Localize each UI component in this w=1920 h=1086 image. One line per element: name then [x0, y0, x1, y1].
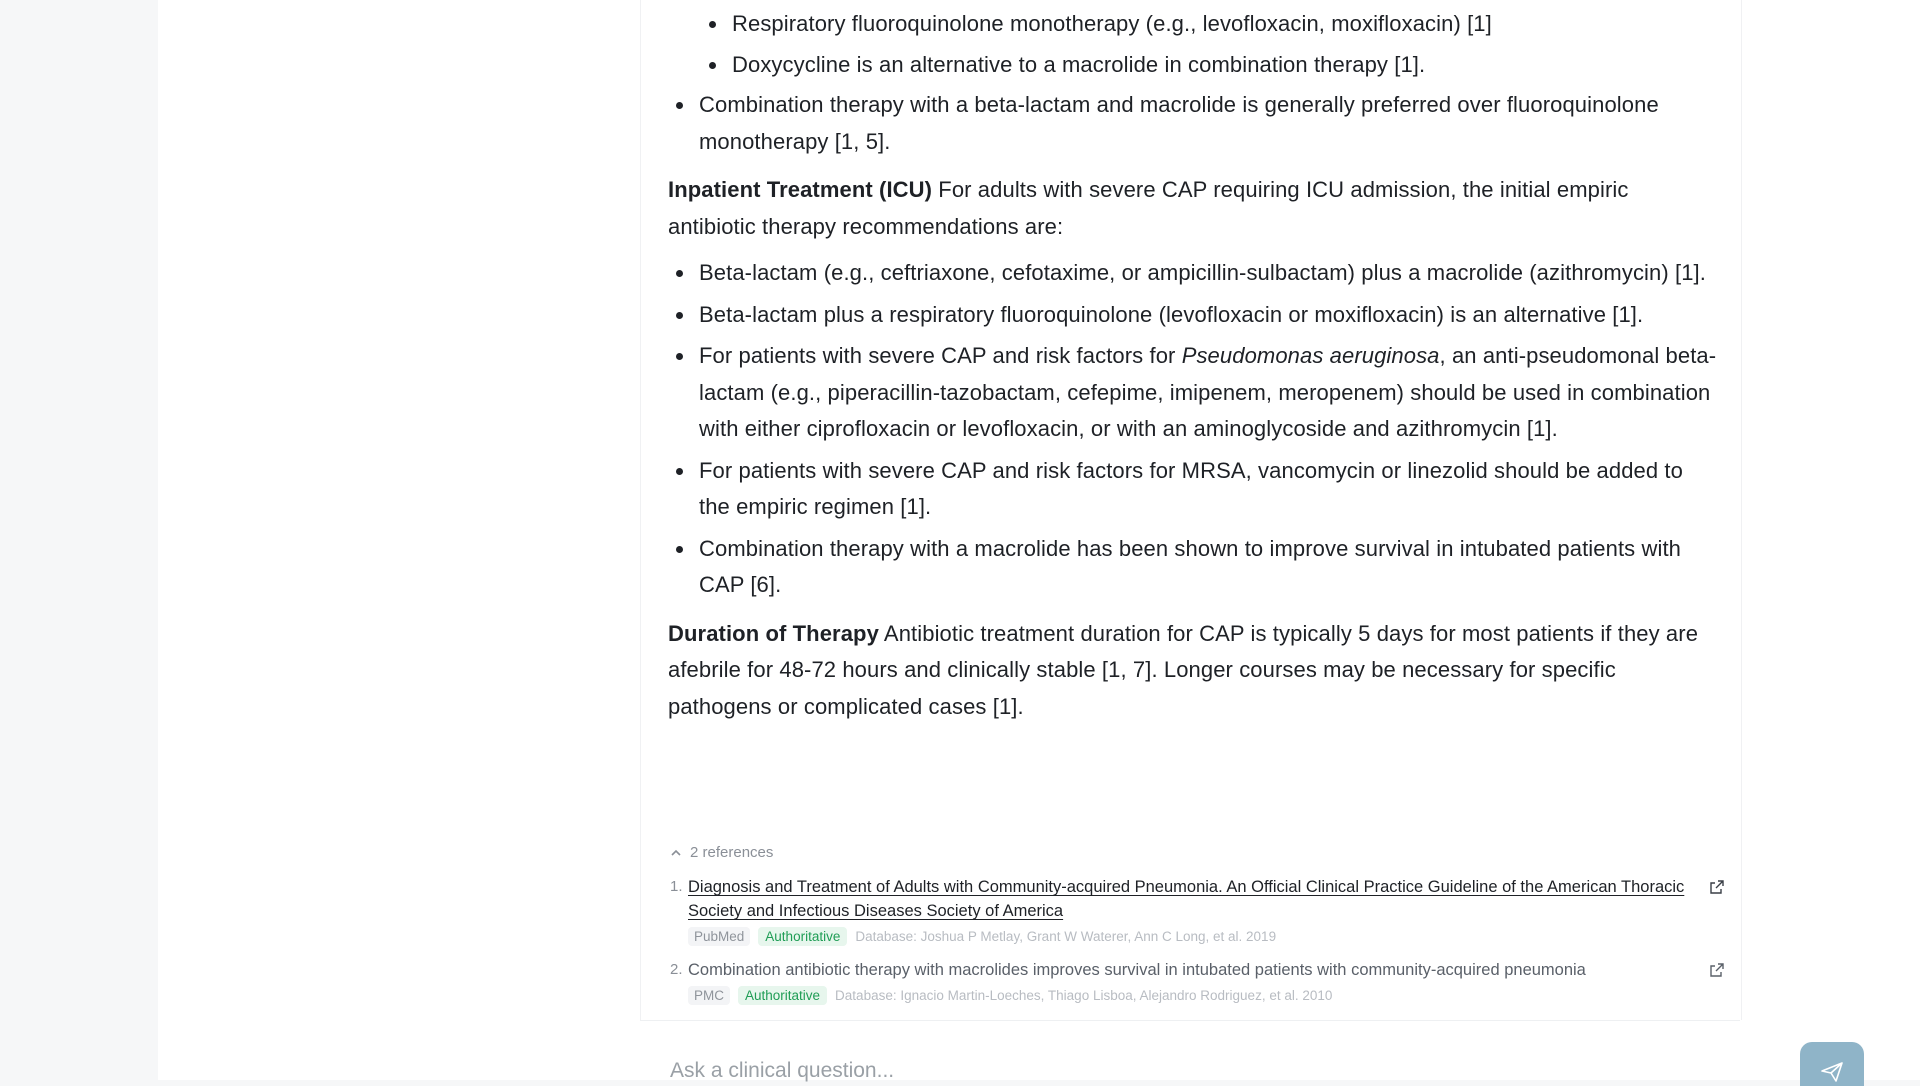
list-item: Beta-lactam plus a respiratory fluoroquinolone (levofloxacin or moxifloxacin) is an alternative [1].: [668, 297, 1718, 334]
list-item: For patients with severe CAP and risk factors for MRSA, vancomycin or linezolid should be added to the empiric regimen [1].: [668, 453, 1718, 526]
composer-divider: [640, 1020, 1740, 1021]
icu-list: [668, 255, 1718, 604]
list-item: Beta-lactam (e.g., ceftriaxone, cefotaxime, or ampicillin-sulbactam) plus a macrolide (azithromycin) [1].: [668, 255, 1718, 292]
duration-paragraph: [668, 616, 1718, 726]
list-item: Doxycycline is an alternative to a macrolide in combination therapy [1].: [701, 47, 1718, 84]
source-badge: PMC: [688, 986, 730, 1005]
external-link-icon[interactable]: [1709, 879, 1725, 895]
reference-item: [670, 958, 1725, 1005]
pseudomonas-text-pre: For patients with severe CAP and risk factors for: [699, 343, 1182, 368]
duration-text: Antibiotic treatment duration for CAP is typically 5 days for most patients if they are afebrile for 48-72 hours and clinically stable [1, 7]. Longer courses may be necessary for specific pathogens or complicated cases [1].: [668, 620, 1699, 719]
list-item-pseudomonas: [668, 338, 1718, 448]
duration-heading: Duration of Therapy: [668, 620, 879, 646]
reference-meta: Database: Ignacio Martin-Loeches, Thiago Lisboa, Alejandro Rodriguez, et al. 2010: [835, 988, 1333, 1003]
chevron-up-icon: [670, 847, 682, 859]
authoritative-badge: Authoritative: [738, 986, 827, 1005]
send-icon: [1821, 1062, 1843, 1082]
question-input[interactable]: [668, 1058, 1722, 1084]
reference-number: 2.: [670, 961, 683, 978]
reference-meta: Database: Joshua P Metlay, Grant W Waterer, Ann C Long, et al. 2019: [855, 929, 1277, 944]
reference-title-link[interactable]: Diagnosis and Treatment of Adults with Community-acquired Pneumonia. An Official Clinical Practice Guideline of the American Thoracic Society and Infectious Diseases Society of America: [688, 878, 1685, 920]
external-link-icon[interactable]: [1709, 962, 1725, 978]
left-panel: [158, 0, 638, 1080]
source-badge: PubMed: [688, 927, 750, 946]
references-section: [670, 844, 1725, 1017]
icu-intro: For adults with severe CAP requiring ICU admission, the initial empiric antibiotic therapy recommendations are:: [668, 177, 1629, 239]
reference-item: [670, 875, 1725, 946]
list-item: Respiratory fluoroquinolone monotherapy (e.g., levofloxacin, moxifloxacin) [1]: [701, 6, 1718, 43]
icu-paragraph: [668, 172, 1718, 245]
reference-title-link[interactable]: Combination antibiotic therapy with macrolides improves survival in intubated patients with community-acquired pneumonia: [688, 961, 1586, 979]
outpatient-list: [668, 87, 1718, 160]
pseudomonas-organism: Pseudomonas aeruginosa: [1181, 343, 1440, 368]
pseudomonas-text-post: , an anti-pseudomonal beta-lactam (e.g., piperacillin-tazobactam, cefepime, imipenem, meropenem) should be used in combination with either ciprofloxacin or levofloxacin, or with an aminoglycoside and azithromycin [1].: [699, 343, 1717, 441]
list-item: Combination therapy with a beta-lactam and macrolide is generally preferred over fluoroquinolone monotherapy [1, 5].: [668, 87, 1718, 160]
list-item: Combination therapy with a macrolide has been shown to improve survival in intubated patients with CAP [6].: [668, 531, 1718, 604]
icu-heading: Inpatient Treatment (ICU): [668, 177, 933, 202]
authoritative-badge: Authoritative: [758, 927, 847, 946]
references-toggle-label: 2 references: [690, 844, 774, 861]
send-button[interactable]: [1800, 1042, 1864, 1086]
reference-number: 1.: [670, 878, 683, 895]
references-toggle[interactable]: [670, 844, 1725, 861]
outpatient-sub-list: [701, 6, 1718, 83]
answer-body: [668, 6, 1718, 735]
composer: [640, 1040, 1880, 1080]
